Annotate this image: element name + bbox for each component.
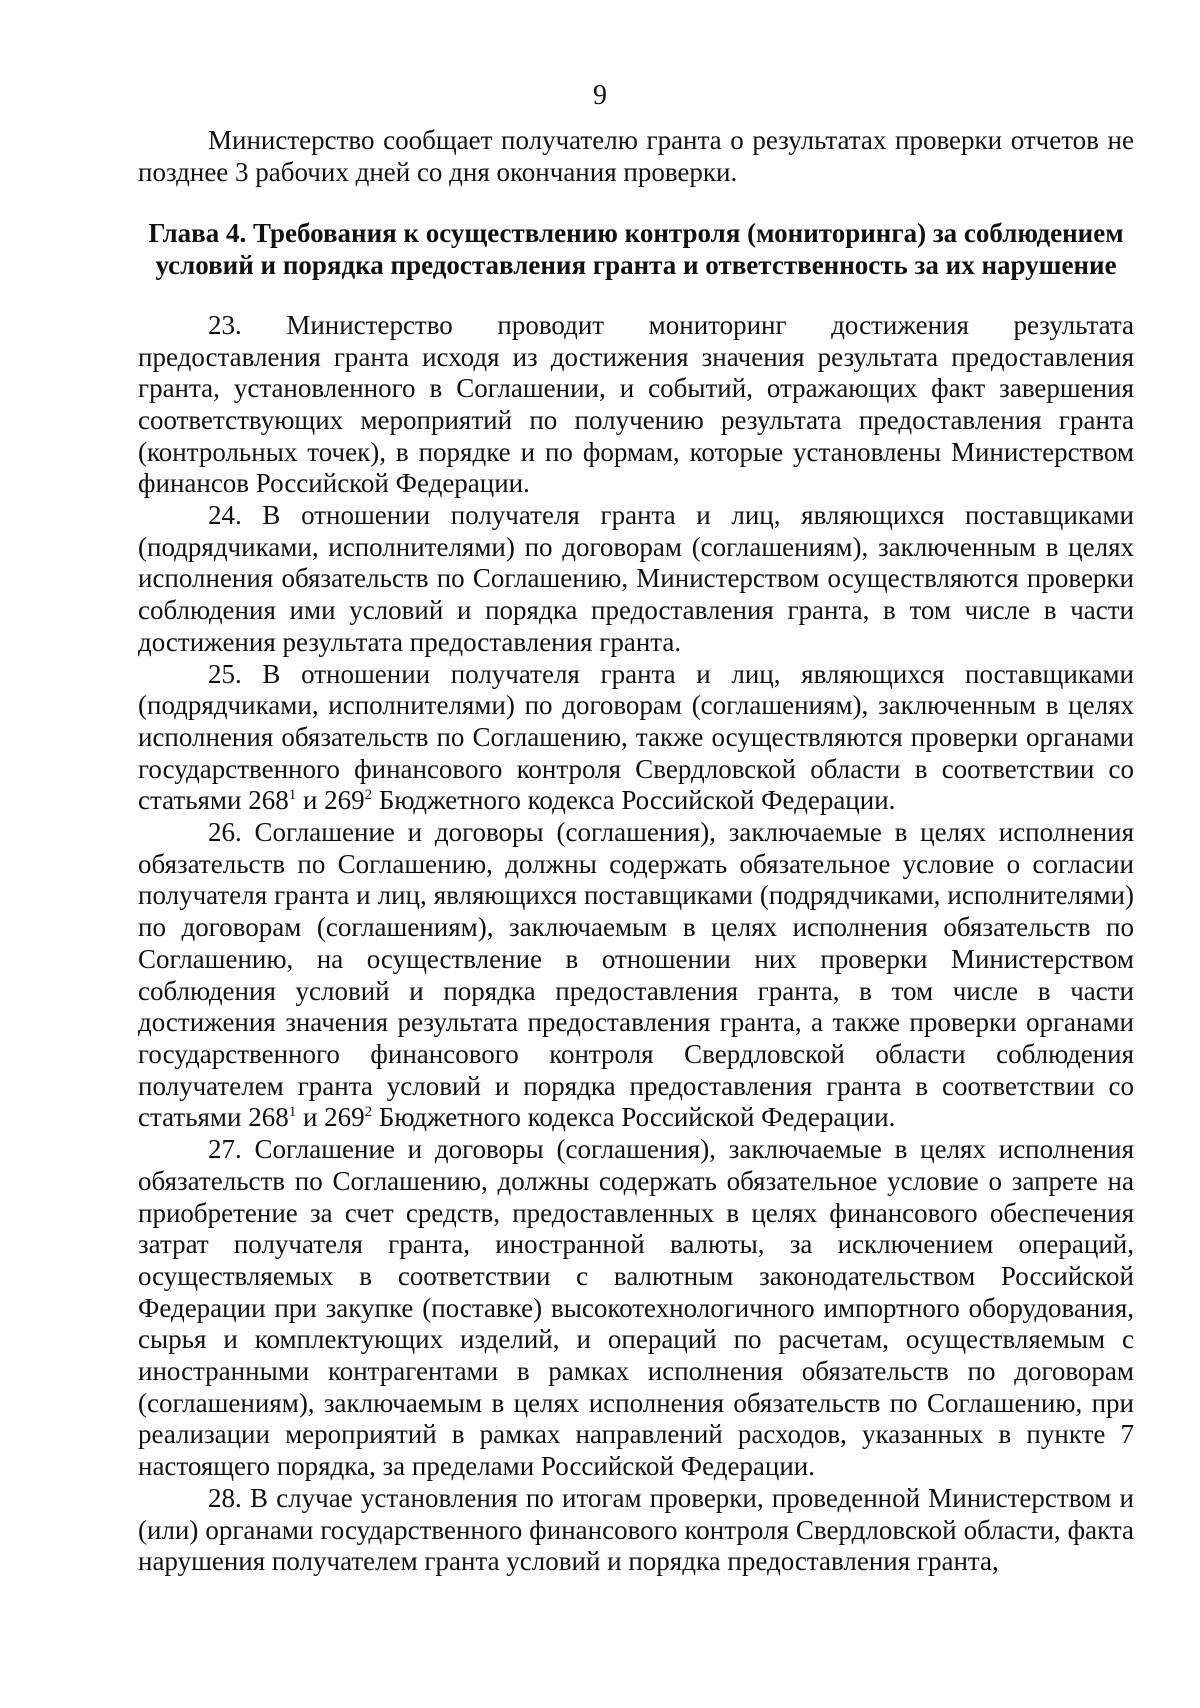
paragraph-26-text-a: 26. Соглашение и договоры (соглашения), заключаемые в целях исполнения обязательств по Соглашению, должны содержать обязательное условие о согласии получателя гранта и лиц, являющихся поставщиками (подрядчиками, исполнителями) по договорам (соглашениям), заключаемым в целях исполнения обязательств по Соглашению, на осуществление в отношении них проверки Министерством соблюдения условий и порядка предоставления гранта, в том числе в части достижения значения результата предоставления гранта, а также проверки органами государственного финансового контроля Свердловской области соблюдения получателем гранта условий и порядка предоставления гранта в соответствии со статьями 268	[138, 817, 1134, 1133]
page-number: 9	[593, 80, 607, 111]
paragraph-26-text-b: и 269	[296, 1102, 365, 1133]
paragraph-24: 24. В отношении получателя гранта и лиц, являющихся поставщиками (подрядчиками, исполнителями) по договорам (соглашениям), заключенным в целях исполнения обязательств по Соглашению, Министерством осуществляются проверки соблюдения ими условий и порядка предоставления гранта, в том числе в части достижения результата предоставления гранта.	[138, 500, 1134, 657]
paragraph-25-text-b: и 269	[296, 785, 365, 816]
article-268-superscript: 1	[288, 787, 297, 804]
chapter-title-line-1: Глава 4. Требования к осуществлению контроля (мониторинга) за соблюдением	[148, 218, 1124, 249]
article-269-superscript: 2	[364, 1104, 373, 1121]
article-268-superscript: 1	[288, 1104, 297, 1121]
chapter-heading	[138, 218, 1134, 281]
paragraph-23: 23. Министерство проводит мониторинг достижения результата предоставления гранта исходя из достижения значения результата предоставления гранта, установленного в Соглашении, и событий, отражающих факт завершения соответствующих мероприятий по получению результата предоставления гранта (контрольных точек), в порядке и по формам, которые установлены Министерством финансов Российской Федерации.	[138, 309, 1134, 499]
chapter-title-line-2: условий и порядка предоставления гранта и ответственность за их нарушение	[155, 250, 1117, 281]
intro-paragraph: Министерство сообщает получателю гранта о результатах проверки отчетов не позднее 3 рабочих дней со дня окончания проверки.	[138, 125, 1134, 187]
paragraph-26	[138, 817, 1134, 1134]
paragraph-27: 27. Соглашение и договоры (соглашения), заключаемые в целях исполнения обязательств по Соглашению, должны содержать обязательное условие о запрете на приобретение за счет средств, предоставленных в целях финансового обеспечения затрат получателя гранта, иностранной валюты, за исключением операций, осуществляемых в соответствии с валютным законодательством Российской Федерации при закупке (поставке) высокотехнологичного импортного оборудования, сырья и комплектующих изделий, и операций по расчетам, осуществляемым с иностранными контрагентами в рамках исполнения обязательств по договорам (соглашениям), заключаемым в целях исполнения обязательств по Соглашению, при реализации мероприятий в рамках направлений расходов, указанных в пункте 7 настоящего порядка, за пределами Российской Федерации.	[138, 1134, 1134, 1482]
paragraph-25-text-c: Бюджетного кодекса Российской Федерации.	[372, 785, 896, 816]
paragraph-28: 28. В случае установления по итогам проверки, проведенной Министерством и (или) органами государственного финансового контроля Свердловской области, факта нарушения получателем гранта условий и порядка предоставления гранта,	[138, 1482, 1134, 1577]
paragraph-26-text-c: Бюджетного кодекса Российской Федерации.	[372, 1102, 896, 1133]
paragraph-25	[138, 659, 1134, 818]
paragraph-25-text-a: 25. В отношении получателя гранта и лиц, являющихся поставщиками (подрядчиками, исполнителями) по договорам (соглашениям), заключенным в целях исполнения обязательств по Соглашению, также осуществляются проверки органами государственного финансового контроля Свердловской области в соответствии со статьями 268	[138, 658, 1134, 816]
article-269-superscript: 2	[364, 787, 373, 804]
document-body	[138, 125, 1134, 1578]
